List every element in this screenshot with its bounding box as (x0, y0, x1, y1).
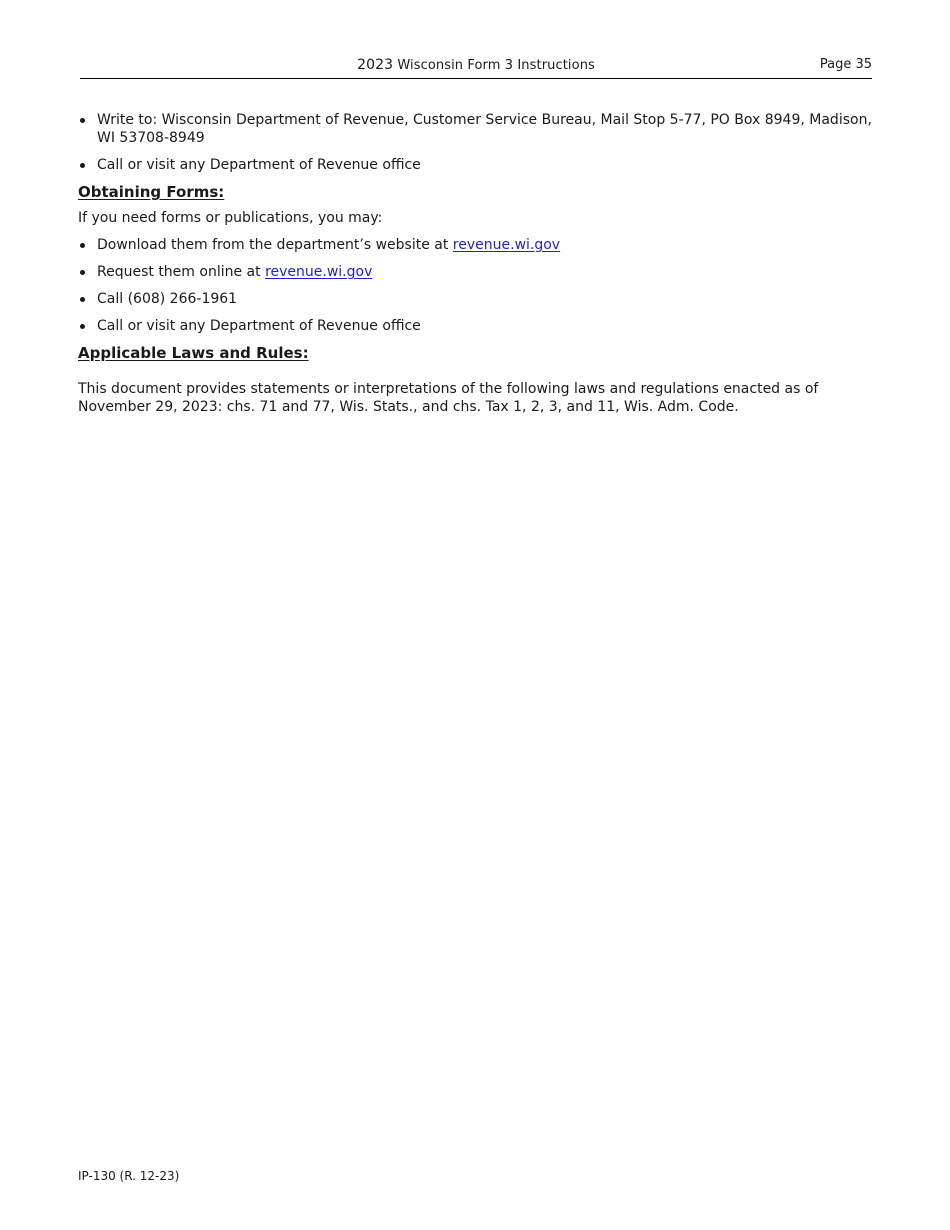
obtaining-forms-intro: If you need forms or publications, you may: (78, 210, 383, 226)
list-item-text: Request them online at (97, 264, 266, 280)
header-title-text: Wisconsin Form 3 Instructions (397, 58, 595, 73)
page-header (80, 56, 872, 79)
contact-list (78, 111, 872, 174)
applicable-laws-heading: Applicable Laws and Rules: (78, 344, 309, 362)
applicable-laws-body: This document provides statements or interpretations of the following laws and regulations enacted as of November 29, 2023: chs. 71 and 77, Wis. Stats., and chs. Tax 1, 2, 3, and 11, Wis. Adm. Code. (78, 381, 819, 415)
revenue-website-link[interactable]: revenue.wi.gov (452, 237, 561, 253)
obtaining-forms-list (78, 236, 872, 335)
main-content (78, 111, 872, 425)
list-item (78, 263, 872, 281)
list-item: Call or visit any Department of Revenue office (78, 156, 872, 174)
form-id-footer: IP-130 (R. 12-23) (78, 1169, 180, 1183)
header-year: 2023 (357, 57, 394, 73)
obtaining-forms-heading: Obtaining Forms: (78, 183, 225, 201)
list-item: Write to: Wisconsin Department of Revenue, Customer Service Bureau, Mail Stop 5-77, PO Box 8949, Madison, WI 53708-8949 (78, 111, 872, 147)
list-item: Call (608) 266-1961 (78, 290, 872, 308)
list-item (78, 236, 872, 254)
header-title (80, 57, 872, 73)
page-number: Page 35 (819, 57, 872, 72)
request-online-link[interactable]: revenue.wi.gov (265, 264, 373, 280)
list-item-text: Download them from the department’s website at (97, 237, 453, 253)
list-item: Call or visit any Department of Revenue office (78, 317, 872, 335)
